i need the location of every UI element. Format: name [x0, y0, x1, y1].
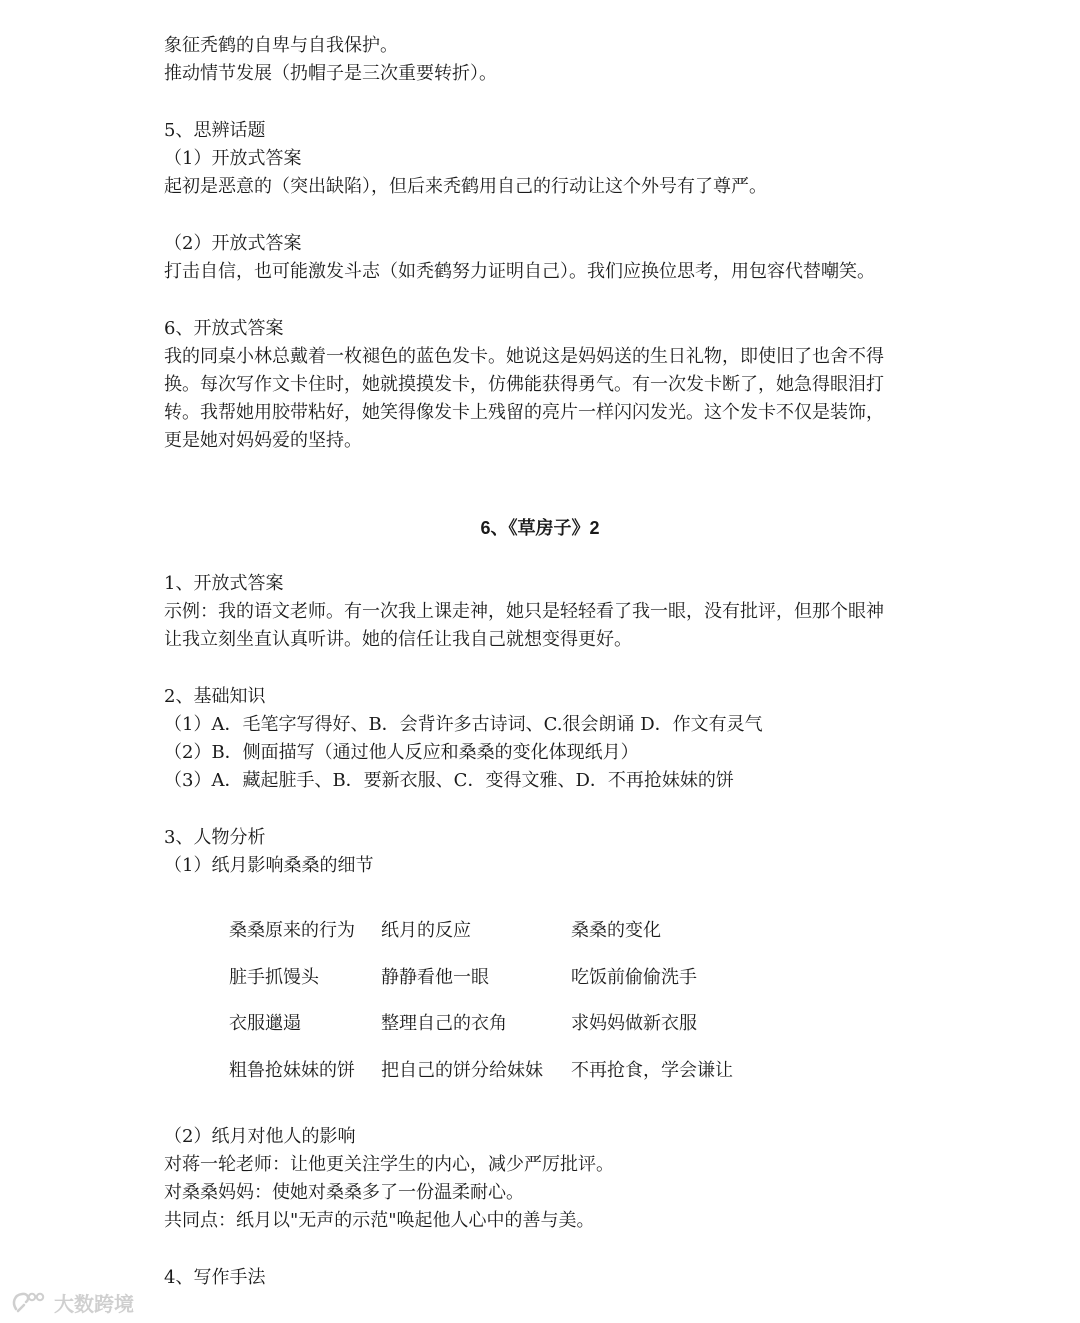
answer-item: （3）A．藏起脏手、B．要新衣服、C．变得文雅、D．不再抢妹妹的饼: [164, 770, 734, 791]
table-header: 桑桑原来的行为: [229, 920, 355, 941]
table-cell: 把自己的饼分给妹妹: [381, 1060, 543, 1081]
table-cell: 粗鲁抢妹妹的饼: [229, 1060, 355, 1081]
text-line: 象征秃鹤的自卑与自我保护。: [164, 35, 398, 56]
question-heading: 1、开放式答案: [164, 573, 284, 594]
table-cell: 吃饭前偷偷洗手: [571, 967, 697, 988]
watermark: [10, 1287, 134, 1317]
answer-text: 示例：我的语文老师。有一次我上课走神，她只是轻轻看了我一眼，没有批评，但那个眼神: [164, 601, 884, 622]
table-cell: 脏手抓馒头: [229, 967, 319, 988]
question-heading: 6、开放式答案: [164, 318, 284, 339]
question-heading: 2、基础知识: [164, 686, 266, 707]
table-cell: 求妈妈做新衣服: [571, 1013, 697, 1034]
sub-heading: （1）纸月影响桑桑的细节: [164, 855, 374, 876]
table-cell: 衣服邋遢: [229, 1013, 301, 1034]
watermark-logo-icon: [10, 1289, 50, 1315]
answer-text: 让我立刻坐直认真听讲。她的信任让我自己就想变得更好。: [164, 629, 632, 650]
sub-heading: （2）纸月对他人的影响: [164, 1126, 356, 1147]
answer-text: 我的同桌小林总戴着一枚褪色的蓝色发卡。她说这是妈妈送的生日礼物，即使旧了也舍不得: [164, 346, 884, 367]
answer-text: 对桑桑妈妈：使她对桑桑多了一份温柔耐心。: [164, 1182, 524, 1203]
table-header: 纸月的反应: [381, 920, 471, 941]
text-line: 推动情节发展（扔帽子是三次重要转折）。: [164, 63, 497, 84]
table-header: 桑桑的变化: [571, 920, 661, 941]
answer-text: 换。每次写作文卡住时，她就摸摸发卡，仿佛能获得勇气。有一次发卡断了，她急得眼泪打: [164, 374, 884, 395]
answer-text: 更是她对妈妈爱的坚持。: [164, 430, 362, 451]
table-cell: 静静看他一眼: [381, 967, 489, 988]
answer-item: （2）B．侧面描写（通过他人反应和桑桑的变化体现纸月）: [164, 742, 639, 763]
answer-item: （1）A．毛笔字写得好、B．会背许多古诗词、C.很会朗诵 D．作文有灵气: [164, 714, 763, 735]
answer-text: 打击自信，也可能激发斗志（如秃鹤努力证明自己）。我们应换位思考，用包容代替嘲笑。: [164, 261, 875, 282]
watermark-text: 大数跨境: [54, 1291, 134, 1316]
answer-text: 对蒋一轮老师：让他更关注学生的内心，减少严厉批评。: [164, 1154, 614, 1175]
question-heading: 5、思辨话题: [164, 120, 266, 141]
table-cell: 不再抢食，学会谦让: [571, 1060, 733, 1081]
answer-text: 转。我帮她用胶带粘好，她笑得像发卡上残留的亮片一样闪闪发光。这个发卡不仅是装饰，: [164, 402, 884, 423]
sub-heading: （2）开放式答案: [164, 233, 302, 254]
table-cell: 整理自己的衣角: [381, 1013, 507, 1034]
sub-heading: （1）开放式答案: [164, 148, 302, 169]
chapter-title: 6、《草房子》2: [480, 518, 600, 538]
question-heading: 4、写作手法: [164, 1267, 266, 1288]
question-heading: 3、人物分析: [164, 827, 266, 848]
answer-text: 共同点：纸月以"无声的示范"唤起他人心中的善与美。: [164, 1210, 595, 1231]
answer-text: 起初是恶意的（突出缺陷），但后来秃鹤用自己的行动让这个外号有了尊严。: [164, 176, 767, 197]
